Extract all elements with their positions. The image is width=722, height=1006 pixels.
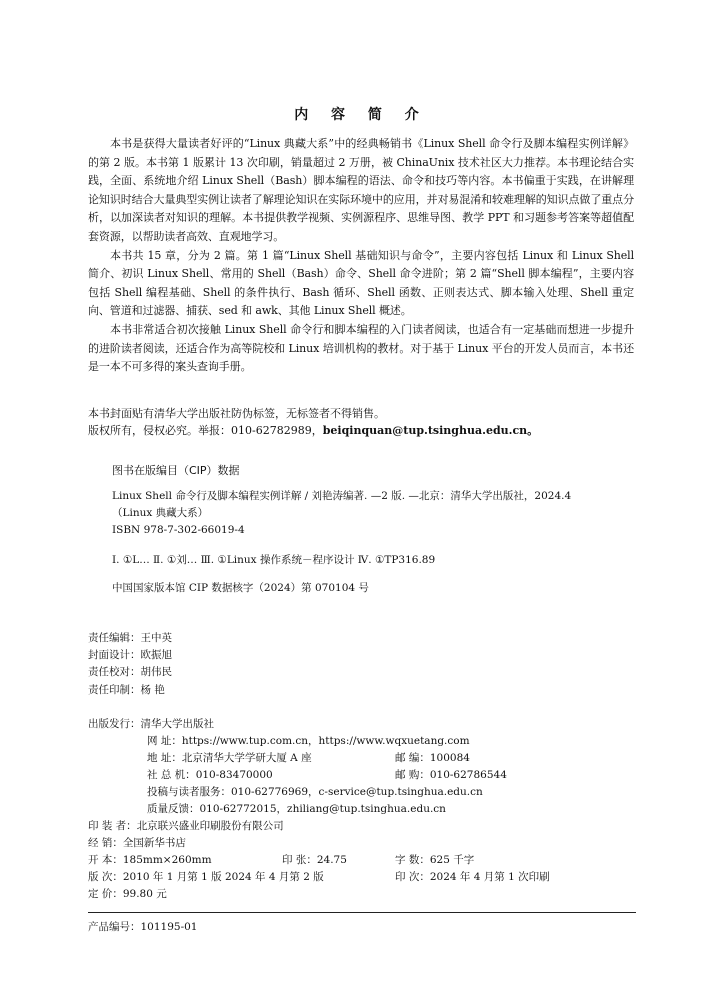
price-label: 定 价： xyxy=(88,888,123,900)
publisher-row xyxy=(88,716,214,731)
edition-label: 版 次： xyxy=(88,871,123,883)
staff-label: 责任校对： xyxy=(88,666,141,679)
service-label: 投稿与读者服务： xyxy=(147,786,231,798)
page-title: 内 容 简 介 xyxy=(294,107,428,123)
cip-isbn: ISBN 978-7-302-66019-4 xyxy=(112,524,245,536)
report-email: beiqinquan@tup.tsinghua.edu.cn。 xyxy=(322,424,539,437)
printer-row xyxy=(88,818,284,833)
cip-heading: 图书在版编目（CIP）数据 xyxy=(112,464,240,477)
distributor-row xyxy=(88,835,186,850)
divider xyxy=(88,912,636,913)
printer-label: 印 装 者： xyxy=(88,820,137,832)
word-count-row xyxy=(395,852,474,867)
staff-value: 胡伟民 xyxy=(140,666,172,679)
anti-piracy-notice xyxy=(88,405,648,439)
switchboard-row xyxy=(147,767,273,782)
cip-series-line: （Linux 典藏大系） xyxy=(112,507,209,519)
label-notice: 本书封面贴有清华大学出版社防伪标签，无标签者不得销售。 xyxy=(88,407,385,420)
edition-row xyxy=(88,869,324,884)
sheets-row xyxy=(282,852,347,867)
product-code-label: 产品编号： xyxy=(88,921,141,933)
zip-value: 100084 xyxy=(429,752,470,764)
sheets-value: 24.75 xyxy=(316,854,347,866)
mail-order-value: 010-62786544 xyxy=(429,769,507,781)
edition-value: 2010 年 1 月第 1 版 2024 年 4 月第 2 版 xyxy=(122,871,324,883)
price-row xyxy=(88,886,167,901)
website-label: 网 址： xyxy=(147,735,182,747)
switchboard-label: 社 总 机： xyxy=(147,769,196,781)
mail-order-label: 邮 购： xyxy=(395,769,430,781)
format-row xyxy=(88,852,212,867)
service-row xyxy=(147,784,483,799)
summary-paragraph-1: 本书是获得大量读者好评的“Linux 典藏大系”中的经典畅销书《Linux Shell 命令行及脚本编程实例详解》的第 2 版。本书第 1 版累计 13 次印刷，销量超过 2 万册，被 ChinaUnix 技术社区大力推荐。本书理论结合实践，全面、系统地介绍 Linux Shell（Bash）脚本编程的语法、命令和技巧等内容。本书偏重于实践，在讲解理论知识时结合大量典型实例让读者了解理论知识在实际环境中的应用，并对易混淆和较难理解的知识点做了重点分析，以加深读者对知识的理解。本书提供教学视频、实例源程序、思维导图、教学 PPT 和习题参考答案等超值配套资源，以帮助读者高效、直观地学习。 xyxy=(88,137,634,243)
publisher-label: 出版发行： xyxy=(88,718,141,730)
website-value: https://www.tup.com.cn，https://www.wqxuetang.com xyxy=(181,735,470,747)
cip-record: 中国国家版本馆 CIP 数据核字（2024）第 070104 号 xyxy=(112,582,369,594)
product-code-row xyxy=(88,919,198,934)
zip-row xyxy=(395,750,470,765)
staff-value: 欧振旭 xyxy=(140,649,172,662)
price-value: 99.80 元 xyxy=(122,888,167,900)
printer-value: 北京联兴盛业印刷股份有限公司 xyxy=(136,820,284,832)
service-value: 010-62776969，c-service@tup.tsinghua.edu.cn xyxy=(231,786,483,798)
staff-value: 杨 艳 xyxy=(140,683,165,696)
word-count-label: 字 数： xyxy=(395,854,430,866)
summary-paragraph-2: 本书共 15 章，分为 2 篇。第 1 篇“Linux Shell 基础知识与命令”，主要内容包括 Linux 和 Linux Shell 简介、初识 Linux Shell、常用的 Shell（Bash）命令、Shell 命令进阶；第 2 篇“Shell 脚本编程”，主要内容包括 Shell 编程基础、Shell 的条件执行、Bash 循环、Shell 函数、正则表达式、脚本输入处理、Shell 重定向、管道和过滤器、捕获、sed 和 awk、其他 Linux Shell 概述。 xyxy=(88,248,634,318)
address-label: 地 址： xyxy=(147,752,182,764)
staff-row xyxy=(88,647,172,664)
sheets-label: 印 张： xyxy=(282,854,317,866)
staff-label: 封面设计： xyxy=(88,649,141,662)
staff-label: 责任印制： xyxy=(88,683,141,696)
address-row xyxy=(147,750,312,765)
printing-row xyxy=(395,869,550,884)
mail-order-row xyxy=(395,767,507,782)
distributor-label: 经 销： xyxy=(88,837,123,849)
staff-list xyxy=(88,630,172,699)
staff-row xyxy=(88,630,172,647)
product-code-value: 101195-01 xyxy=(140,921,198,933)
distributor-value: 全国新华书店 xyxy=(122,837,186,849)
quality-label: 质量反馈： xyxy=(147,803,200,815)
cip-title-line: Linux Shell 命令行及脚本编程实例详解 / 刘艳涛编著. —2 版. —北京：清华大学出版社，2024.4 xyxy=(112,490,572,502)
quality-row xyxy=(147,801,446,816)
publisher-name: 清华大学出版社 xyxy=(140,718,214,730)
staff-value: 王中英 xyxy=(140,632,172,644)
format-label: 开 本： xyxy=(88,854,123,866)
summary-paragraph-3: 本书非常适合初次接触 Linux Shell 命令行和脚本编程的入门读者阅读，也适合有一定基础而想进一步提升的进阶读者阅读，还适合作为高等院校和 Linux 培训机构的教材。对于基于 Linux 平台的开发人员而言，本书还是一本不可多得的案头查询手册。 xyxy=(88,322,634,374)
word-count-value: 625 千字 xyxy=(429,854,475,866)
format-value: 185mm×260mm xyxy=(122,854,212,866)
report-line xyxy=(88,422,648,439)
website-row xyxy=(147,733,470,748)
staff-label: 责任编辑： xyxy=(88,632,141,644)
cip-classification: Ⅰ. ①L… Ⅱ. ①刘… Ⅲ. ①Linux 操作系统－程序设计 Ⅳ. ①TP316.89 xyxy=(112,554,436,566)
printing-value: 2024 年 4 月第 1 次印刷 xyxy=(429,871,550,883)
address-value: 北京清华大学学研大厦 A 座 xyxy=(181,752,312,764)
staff-row xyxy=(88,682,172,699)
report-text: 版权所有，侵权必究。举报：010-62782989， xyxy=(88,424,323,437)
cip-block xyxy=(112,488,652,539)
summary xyxy=(88,135,634,377)
quality-value: 010-62772015，zhiliang@tup.tsinghua.edu.cn xyxy=(199,803,446,815)
zip-label: 邮 编： xyxy=(395,752,430,764)
switchboard-value: 010-83470000 xyxy=(195,769,273,781)
staff-row xyxy=(88,664,172,681)
printing-label: 印 次： xyxy=(395,871,430,883)
